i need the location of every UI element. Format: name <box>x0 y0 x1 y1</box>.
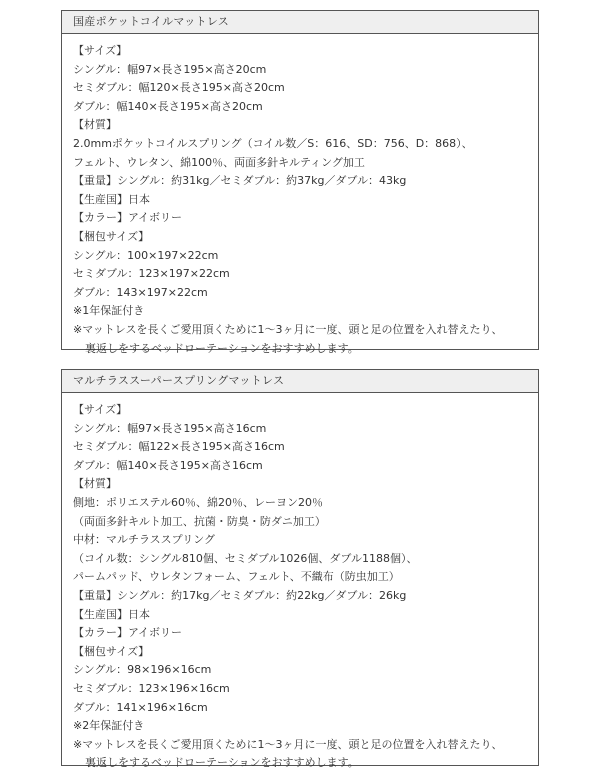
spec-line: 【カラー】アイボリー <box>73 626 183 640</box>
spec-line: 側地：ポリエステル60％、綿20％、レーヨン20％ <box>73 495 323 509</box>
spec-line: ダブル：幅140×長さ195×高さ16cm <box>73 458 263 472</box>
pocket-coil-spec-title: 国産ポケットコイルマットレス <box>62 11 538 34</box>
spec-line: シングル：100×197×22cm <box>73 248 219 262</box>
spec-line: シングル：幅97×長さ195×高さ16cm <box>73 421 267 435</box>
spec-line: 【重量】シングル：約31kg／セミダブル：約37kg／ダブル：43kg <box>73 174 407 188</box>
multi-spring-spec-box <box>61 369 539 770</box>
spec-line: 裏返しをするベッドローテーションをおすすめします。 <box>85 756 359 770</box>
spec-line: セミダブル：123×197×22cm <box>73 267 230 281</box>
spec-line: セミダブル：幅120×長さ195×高さ20cm <box>73 81 285 95</box>
spec-line: ※2年保証付き <box>73 719 145 733</box>
spec-line: （両面多針キルト加工、抗菌・防臭・防ダニ加工） <box>73 514 326 528</box>
spec-line: ※マットレスを長くご愛用頂くために1～3ヶ月に一度、頭と足の位置を入れ替えたり、 <box>73 737 503 751</box>
multi-spring-spec-title: マルチラススーパースプリングマットレス <box>62 370 538 393</box>
pocket-coil-spec-box <box>61 10 539 355</box>
spec-line: 【梱包サイズ】 <box>73 229 150 243</box>
spec-line: シングル：98×196×16cm <box>73 663 212 677</box>
pocket-coil-spec-body <box>62 34 538 358</box>
spec-line: 中材：マルチラススプリング <box>73 533 216 547</box>
spec-line: ダブル：141×196×16cm <box>73 700 208 714</box>
spec-line: ※マットレスを長くご愛用頂くために1～3ヶ月に一度、頭と足の位置を入れ替えたり、 <box>73 322 503 336</box>
spec-line: 2.0mmポケットコイルスプリング（コイル数／S：616、SD：756、D：868）、 <box>73 136 473 150</box>
spec-line: フェルト、ウレタン、綿100％、両面多針キルティング加工 <box>73 155 365 169</box>
spec-line: ダブル：幅140×長さ195×高さ20cm <box>73 99 263 113</box>
spec-line: （コイル数：シングル810個、セミダブル1026個、ダブル1188個）、 <box>73 551 418 565</box>
spec-line: セミダブル：幅122×長さ195×高さ16cm <box>73 440 285 454</box>
spec-line: 【カラー】アイボリー <box>73 211 183 225</box>
spec-line: 【梱包サイズ】 <box>73 644 150 658</box>
spec-line: パームパッド、ウレタンフォーム、フェルト、不織布（防虫加工） <box>73 570 400 584</box>
multi-spring-spec-body <box>62 393 538 773</box>
spec-line: 【生産国】日本 <box>73 192 150 206</box>
spec-line: 【材質】 <box>73 118 117 132</box>
spec-line: シングル：幅97×長さ195×高さ20cm <box>73 62 267 76</box>
spec-line: 【サイズ】 <box>73 403 128 416</box>
spec-line: 【生産国】日本 <box>73 607 150 621</box>
spec-line: 【サイズ】 <box>73 44 128 57</box>
spec-line: 裏返しをするベッドローテーションをおすすめします。 <box>85 341 359 355</box>
spec-line: 【重量】シングル：約17kg／セミダブル：約22kg／ダブル：26kg <box>73 588 407 602</box>
spec-line: 【材質】 <box>73 477 117 491</box>
spec-line: ダブル：143×197×22cm <box>73 285 208 299</box>
spec-line: ※1年保証付き <box>73 304 145 318</box>
spec-line: セミダブル：123×196×16cm <box>73 681 230 695</box>
